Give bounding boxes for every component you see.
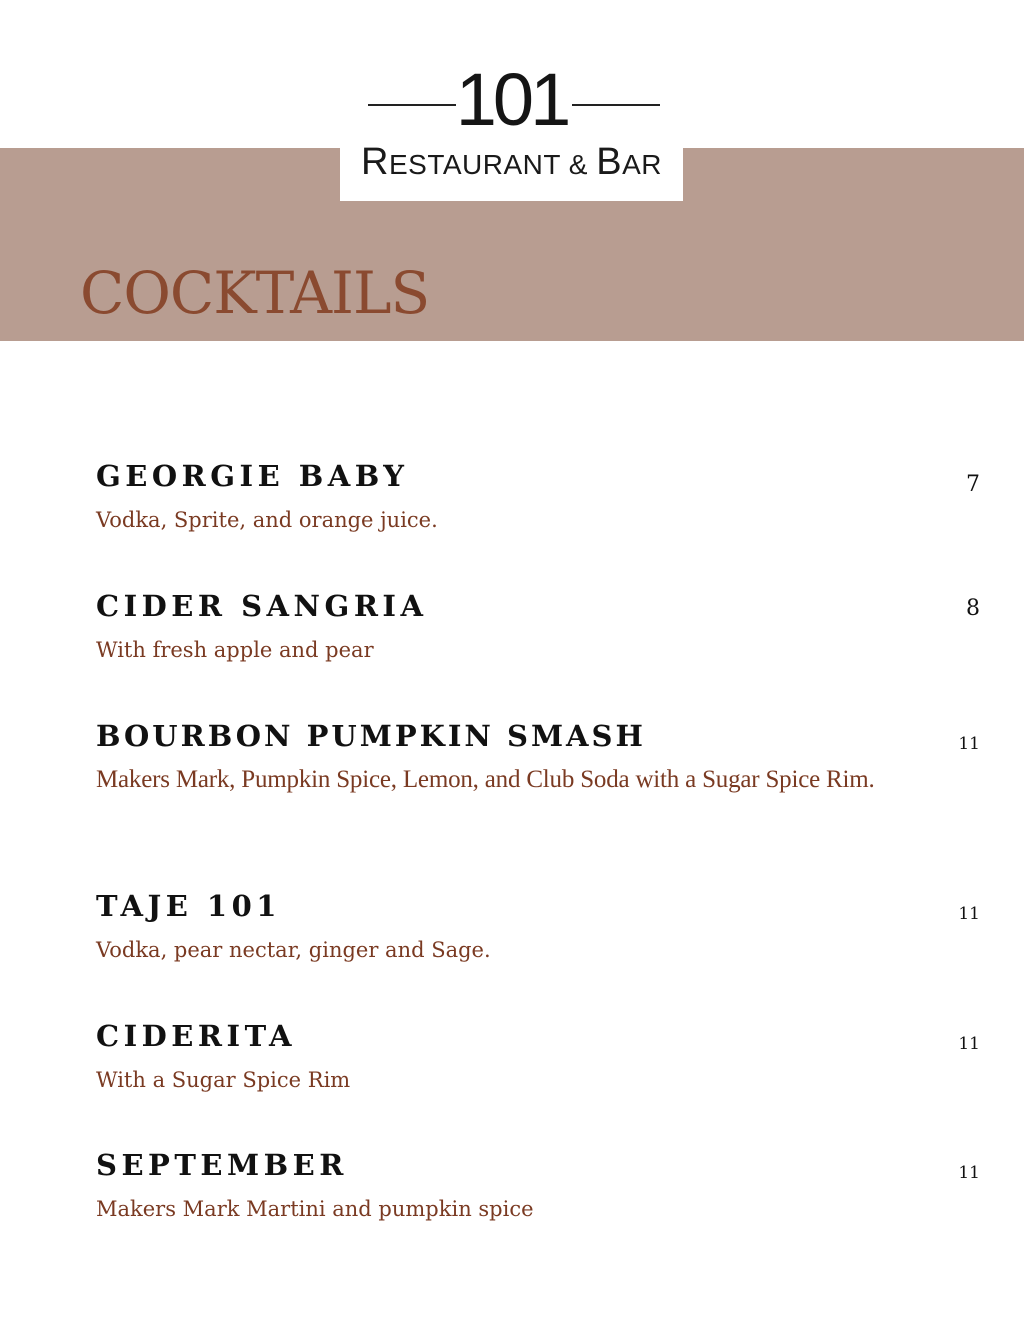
item-name: GEORGIE BABY [96, 459, 409, 493]
item-name: SEPTEMBER [96, 1148, 348, 1182]
item-description: Vodka, Sprite, and orange juice. [96, 508, 438, 532]
menu-item [96, 716, 986, 800]
menu-item [96, 586, 986, 670]
logo-subtitle-restaurant: ESTAURANT [388, 149, 561, 180]
item-price: 11 [958, 734, 980, 754]
section-title: COCKTAILS [80, 259, 430, 327]
logo-number: 101 [455, 58, 568, 141]
restaurant-logo [340, 60, 683, 201]
logo-subtitle-bar: AR [622, 149, 662, 180]
item-name: TAJE 101 [96, 889, 281, 923]
menu-item [96, 1016, 986, 1100]
item-price: 8 [966, 596, 980, 621]
item-description: With fresh apple and pear [96, 638, 374, 662]
logo-subtitle-ampersand: & [568, 149, 588, 180]
logo-subtitle [340, 142, 683, 185]
item-description: Vodka, pear nectar, ginger and Sage. [96, 938, 491, 962]
item-name: CIDER SANGRIA [96, 589, 428, 623]
item-price: 7 [966, 472, 980, 497]
item-price: 11 [958, 1034, 980, 1054]
logo-subtitle-initial-r: R [361, 141, 389, 183]
menu-item [96, 1145, 986, 1229]
item-price: 11 [958, 1163, 980, 1183]
logo-subtitle-initial-b: B [596, 141, 623, 183]
item-description: Makers Mark Martini and pumpkin spice [96, 1197, 534, 1221]
item-description: Makers Mark, Pumpkin Spice, Lemon, and Club Soda with a Sugar Spice Rim. [96, 766, 875, 793]
item-price: 11 [958, 904, 980, 924]
item-name: BOURBON PUMPKIN SMASH [96, 719, 646, 753]
logo-rule-right [572, 104, 660, 106]
menu-item [96, 456, 986, 540]
item-description: With a Sugar Spice Rim [96, 1068, 351, 1092]
item-name: CIDERITA [96, 1019, 297, 1053]
menu-item [96, 886, 986, 970]
